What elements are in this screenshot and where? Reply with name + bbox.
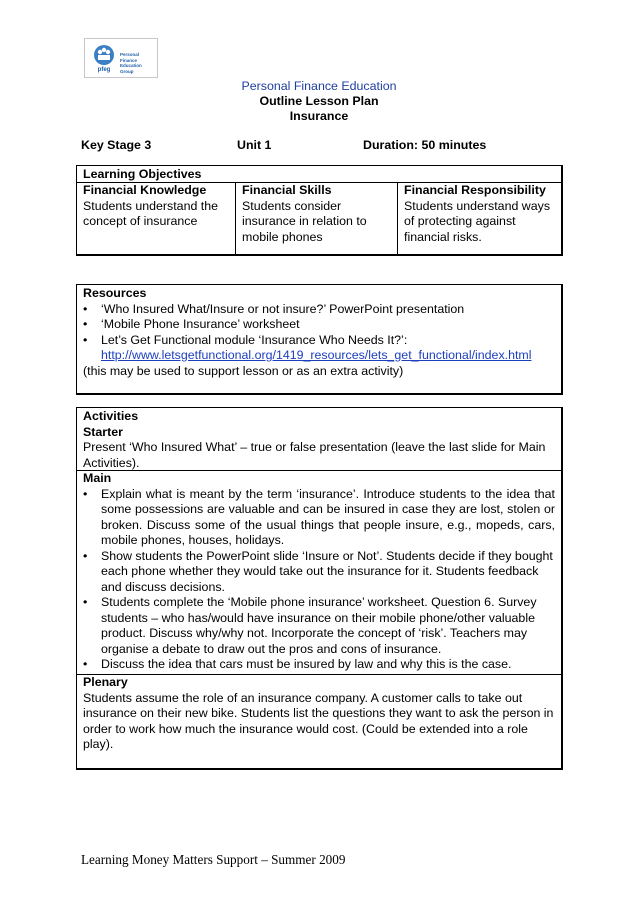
lesson-topic: Insurance (289, 109, 349, 123)
starter-text: Present ‘Who Insured What’ – true or false presentation (leave the last slide for Main Activities). (83, 440, 546, 470)
list-item (83, 595, 555, 657)
activities-section (77, 409, 561, 471)
activity-text: Explain what is meant by the term ‘insurance’. Introduce students to the idea that some possessions are valuable and can be insured in case they are lost, stolen or broken. Discuss some of the usual things that people insure, e.g., mopeds, cars, mobile phones, houses, holidays. (101, 486, 555, 547)
duration: Duration: 50 minutes (363, 138, 487, 152)
objective-heading: Financial Responsibility (404, 183, 546, 197)
bullet-icon: • (83, 301, 88, 316)
resources-note: (this may be used to support lesson or as an extra activity) (83, 363, 404, 378)
plenary-section (77, 675, 561, 753)
bullet-icon: • (83, 486, 88, 501)
org-name: Personal Finance Education (241, 79, 397, 93)
activity-text: Discuss the idea that cars must be insured by law and why this is the case. (101, 657, 512, 671)
resources-box (76, 284, 563, 395)
logo-abbr: pfeg (97, 67, 111, 73)
learning-objectives-table (76, 165, 563, 256)
list-item (83, 302, 555, 318)
key-stage: Key Stage 3 (81, 138, 152, 152)
logo-text: Personal Finance Education Group (120, 52, 142, 74)
activity-text: Show students the PowerPoint slide ‘Insure or Not’. Students decide if they bought each phone whether they would take out the insurance for it. Students feedback and discuss decisions. (101, 548, 553, 594)
activities-box (76, 407, 563, 770)
objective-column (235, 182, 398, 254)
main-title: Main (83, 471, 112, 485)
resource-link[interactable]: http://www.letsgetfunctional.org/1419_resources/lets_get_functional/index.html (101, 348, 532, 362)
bullet-icon: • (83, 317, 88, 331)
resource-text: ‘Who Insured What/Insure or not insure?’ PowerPoint presentation (101, 301, 465, 316)
objective-column (77, 182, 235, 254)
resource-text: ‘Mobile Phone Insurance’ worksheet (101, 317, 300, 331)
main-section (77, 471, 561, 673)
bullet-icon: • (83, 548, 88, 563)
activity-text: Students complete the ‘Mobile phone insurance’ worksheet. Question 6. Survey students – who has/would have insurance on their mobile phone/other valuable product. Discuss why/why not. Incorporate the concept of ‘risk’. Teachers may organise a debate to draw out the pros and cons of insurance. (101, 595, 537, 656)
plenary-text: Students assume the role of an insurance company. A customer calls to take out insurance on their new bike. Students list the questions they want to ask the person in order to work how much the insurance would cost. (Could be extended into a role play). (83, 690, 554, 751)
bullet-icon: • (83, 657, 88, 671)
bullet-icon: • (83, 332, 88, 347)
pfeg-logo (84, 38, 158, 78)
list-item (83, 487, 555, 549)
resource-text: Let’s Get Functional module ‘Insurance Who Needs It?’: (101, 332, 408, 347)
objectives-title: Learning Objectives (83, 167, 202, 181)
objective-text: Students understand ways of protecting against financial risks. (404, 198, 551, 244)
objective-text: Students understand the concept of insurance (83, 198, 219, 228)
objective-column (397, 182, 562, 254)
starter-title: Starter (83, 424, 123, 439)
objective-text: Students consider insurance in relation to mobile phones (242, 198, 367, 244)
objective-heading: Financial Skills (242, 183, 332, 197)
bullet-icon: • (83, 595, 88, 609)
page-title: Outline Lesson Plan (259, 94, 379, 108)
resources-title: Resources (83, 286, 147, 300)
list-item (83, 657, 555, 673)
list-item (83, 317, 555, 333)
list-item (83, 333, 555, 364)
unit: Unit 1 (237, 138, 272, 152)
pfeg-logo-icon (91, 43, 117, 73)
objective-heading: Financial Knowledge (83, 183, 207, 197)
plenary-title: Plenary (83, 675, 128, 689)
activities-title: Activities (83, 409, 139, 423)
footer: Learning Money Matters Support – Summer 2009 (81, 852, 346, 867)
list-item (83, 549, 555, 596)
